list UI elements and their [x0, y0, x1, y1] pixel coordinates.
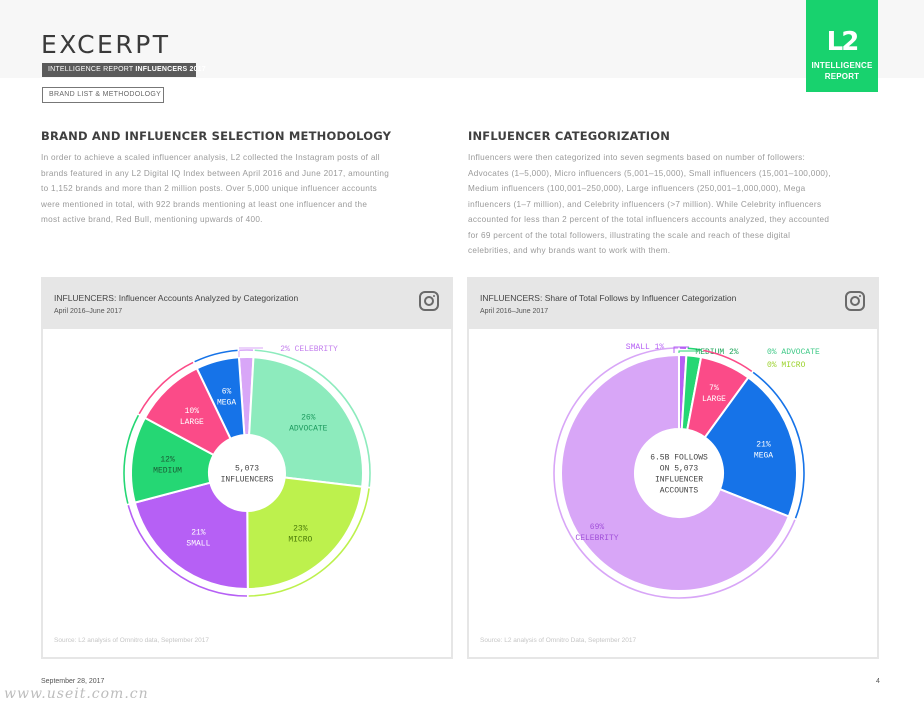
- report-tag: [42, 63, 206, 77]
- chart-card-follows: [467, 277, 879, 659]
- methodology-line: to 1,152 brands and more than 2 million posts. Over 5,000 unique influencer accounts: [41, 184, 378, 193]
- label-large: 7% LARGE: [701, 384, 726, 405]
- card-subtitle: April 2016–June 2017: [54, 308, 123, 315]
- accounts-donut-chart: [43, 329, 451, 629]
- label-micro: 0% MICRO: [767, 361, 806, 370]
- page-number: 4: [876, 678, 880, 685]
- label-celebrity: 69% CELEBRITY: [575, 523, 619, 543]
- categorization-line: celebrities, and why brands want to work with them.: [468, 246, 671, 255]
- label-mega: 6% MEGA: [216, 387, 237, 408]
- brand-list-button[interactable]: BRAND LIST & METHODOLOGY: [42, 87, 164, 103]
- footer-date: September 28, 2017: [41, 678, 105, 685]
- page-title: EXCERPT: [41, 30, 171, 59]
- categorization-line: accounted for less than 2 percent of the total influencers accounts analyzed, they accounted: [468, 215, 830, 224]
- chart-source: Source: L2 analysis of Omnitro Data, September 2017: [480, 637, 637, 644]
- l2-logo-badge[interactable]: [806, 0, 878, 92]
- instagram-icon: [845, 291, 865, 311]
- label-advocate: 0% ADVOCATE: [767, 348, 820, 357]
- center-label: 5,073 INFLUENCERS: [220, 464, 274, 485]
- card-subtitle: April 2016–June 2017: [480, 308, 549, 315]
- watermark: www.useit.com.cn: [4, 686, 149, 702]
- follows-donut-chart: [469, 329, 877, 629]
- label-large: 10% LARGE: [179, 407, 204, 428]
- logo-line-1: INTELLIGENCE: [811, 61, 873, 70]
- center-label: 6.5B FOLLOWS ON 5,073 INFLUENCER ACCOUNTS: [650, 453, 708, 496]
- label-advocate: 26% ADVOCATE: [289, 413, 328, 434]
- report-tag-prefix: INTELLIGENCE REPORT: [48, 66, 136, 73]
- methodology-heading: BRAND AND INFLUENCER SELECTION METHODOLOGY: [41, 129, 392, 143]
- leader-line: [679, 351, 697, 353]
- l2-logo: L2: [826, 27, 858, 57]
- label-medium: 12% MEDIUM: [153, 455, 182, 476]
- methodology-line: were mentioned in total, with 922 brands mentioning at least one influencer and the: [41, 199, 368, 209]
- label-mega: 21% MEGA: [753, 440, 774, 461]
- card-header: [469, 279, 877, 329]
- chart-source: Source: L2 analysis of Omnitro data, September 2017: [54, 637, 210, 644]
- categorization-line: Influencers were then categorized into seven segments based on number of followers:: [468, 153, 806, 162]
- card-title: INFLUENCERS: Influencer Accounts Analyzed by Categorization: [54, 293, 299, 303]
- categorization-line: influencers (1–7 million), and Celebrity influencers (>7 million). While Celebrity influencers: [468, 199, 822, 209]
- categorization-heading: INFLUENCER CATEGORIZATION: [468, 129, 671, 143]
- categorization-paragraph: [468, 150, 880, 259]
- categorization-line: for 69 percent of the total followers, illustrating the scale and reach of these digital: [468, 230, 791, 240]
- label-celebrity: 2% CELEBRITY: [280, 345, 338, 354]
- chart-card-accounts: [41, 277, 453, 659]
- categorization-line: Medium influencers (100,001–250,000), Large influencers (250,001–1,000,000), Mega: [468, 184, 806, 193]
- instagram-icon: [419, 291, 439, 311]
- label-small: SMALL 1%: [625, 343, 665, 352]
- card-header: [43, 279, 451, 329]
- report-tag-name: INFLUENCERS 2017: [135, 66, 206, 73]
- label-small: 21% SMALL: [186, 528, 211, 549]
- logo-line-2: REPORT: [824, 72, 860, 81]
- categorization-line: Advocates (1–5,000), Micro influencers (5,001–15,000), Small influencers (15,001–100,000),: [468, 168, 831, 178]
- methodology-paragraph: [41, 150, 441, 228]
- methodology-line: most active brand, Red Bull, mentioning upwards of 400.: [41, 215, 263, 224]
- methodology-line: In order to achieve a scaled influencer analysis, L2 collected the Instagram posts of all: [41, 153, 380, 162]
- label-micro: 23% MICRO: [288, 524, 313, 545]
- card-title: INFLUENCERS: Share of Total Follows by Influencer Categorization: [480, 293, 737, 303]
- methodology-line: brands featured in any L2 Digital IQ Index between April 2016 and June 2017, amounting: [41, 168, 390, 178]
- label-medium: MEDIUM 2%: [695, 348, 739, 357]
